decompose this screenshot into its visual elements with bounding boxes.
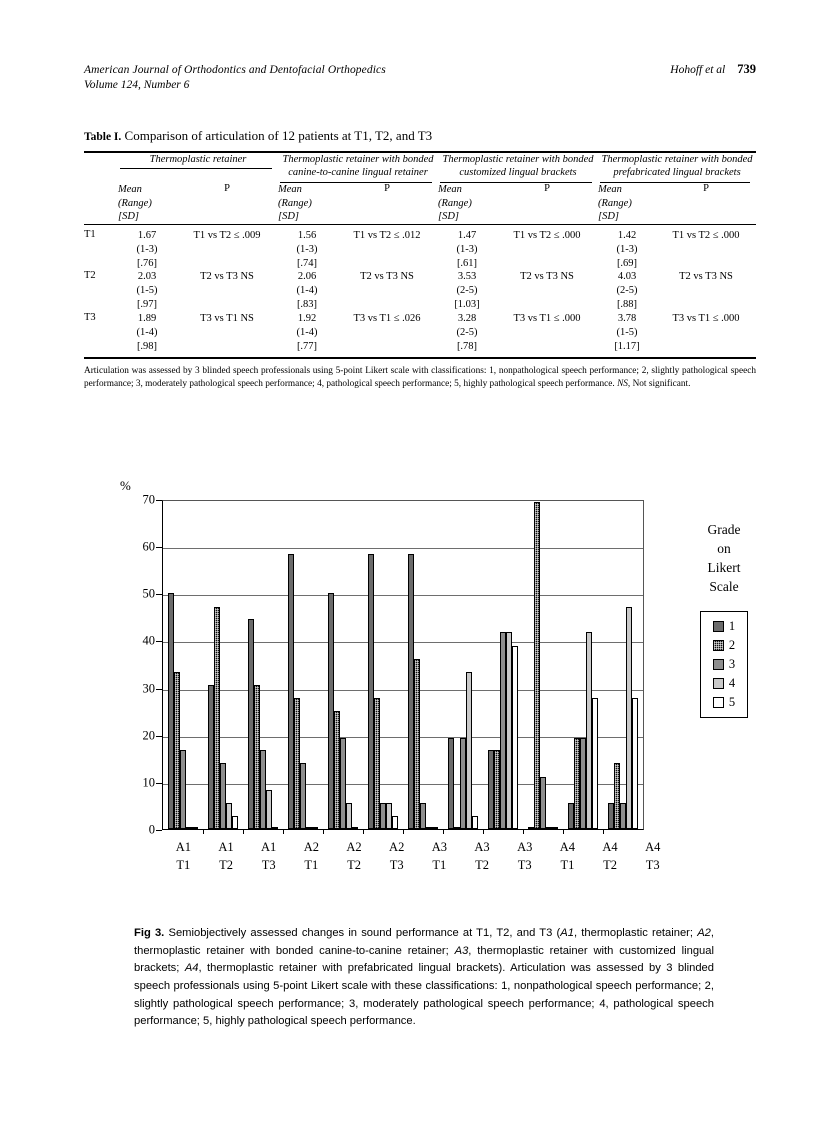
sd-value: [1.03]	[454, 299, 480, 311]
footnote-text-2: , Not significant.	[627, 378, 691, 389]
subhead-stat-3	[438, 183, 496, 224]
y-tick-label: 20	[142, 728, 155, 743]
range-value: (1-4)	[296, 285, 318, 297]
cell-mean-t3-g3	[438, 312, 496, 354]
table-row	[84, 270, 756, 312]
figure-caption	[134, 925, 714, 1031]
cell-p-t1-g4: T1 vs T2 ≤ .000	[656, 224, 756, 270]
y-tick-label: 60	[142, 539, 155, 554]
bar-group	[403, 501, 443, 829]
subhead-sd-4: [SD]	[598, 211, 620, 223]
group-1-label: Thermoplastic retainer	[149, 154, 247, 165]
volume-issue: Volume 124, Number 6	[84, 79, 190, 91]
bar-group	[363, 501, 403, 829]
caption-a3: A3	[454, 944, 469, 957]
y-tick-label: 10	[142, 775, 155, 790]
cell-p-t3-g4: T3 vs T1 ≤ .000	[672, 312, 740, 324]
bar-grade-4	[266, 790, 272, 829]
group-3-label: Thermoplastic retainer with bonded customized lingual brackets	[442, 154, 594, 179]
cell-p-t1-g2: T1 vs T2 ≤ .012	[336, 224, 438, 270]
subhead-mean-1: Mean	[118, 183, 142, 195]
bar-group	[443, 501, 483, 829]
range-value: (1-5)	[136, 285, 158, 297]
range-value: (2-5)	[616, 285, 638, 297]
subhead-range-3: (Range)	[438, 197, 472, 209]
legend-label: 2	[728, 637, 736, 652]
table-section	[84, 128, 756, 391]
legend-title-line: on	[717, 541, 731, 557]
cell-mean-t3-g4	[598, 312, 656, 354]
legend-swatch-icon	[713, 678, 724, 689]
caption-text-2: , thermoplastic retainer;	[573, 927, 698, 939]
bar-grade-5	[472, 816, 478, 829]
table-row	[84, 312, 756, 354]
cell-p-t3-g3: T3 vs T1 ≤ .000	[513, 312, 581, 324]
mean-value: 3.28	[457, 312, 477, 324]
cell-p-t2-g2: T2 vs T3 NS	[360, 271, 414, 283]
caption-a2: A2	[697, 927, 711, 939]
page-number: 739	[737, 62, 756, 76]
y-tick-label: 0	[148, 822, 155, 837]
mean-value: 2.03	[137, 271, 157, 283]
bar-grade-5	[192, 827, 198, 829]
mean-value: 1.42	[617, 229, 637, 241]
cell-mean-t2-g3	[438, 270, 496, 312]
sd-value: [1.17]	[614, 340, 640, 352]
bar-group	[603, 501, 643, 829]
sd-value: [.76]	[136, 257, 158, 269]
legend-item-5[interactable]	[701, 693, 747, 712]
range-value: (1-5)	[616, 326, 638, 338]
sd-value: [.61]	[456, 257, 478, 269]
bar-group	[163, 501, 203, 829]
bar-grade-3	[420, 803, 426, 829]
bar-grade-5	[432, 827, 438, 829]
bar-grade-5	[512, 646, 518, 829]
subhead-mean-4: Mean	[598, 183, 622, 195]
y-tick-label: 50	[142, 586, 155, 601]
subhead-p-4: P	[703, 182, 709, 194]
legend-title-line: Scale	[709, 579, 739, 595]
subhead-range-1: (Range)	[118, 197, 152, 209]
x-tick-label: A1 T1	[175, 840, 191, 873]
legend-title-line: Likert	[707, 560, 741, 576]
bar-group	[203, 501, 243, 829]
range-value: (2-5)	[456, 326, 478, 338]
x-tick-label: A3 T2	[474, 840, 490, 873]
mean-value: 1.67	[137, 229, 157, 241]
caption-text-1: Semiobjectively assessed changes in sound performance at T1, T2, and T3 (	[164, 927, 561, 939]
table-bottom-rule-row	[84, 354, 756, 358]
caption-a4: A4	[184, 962, 199, 975]
subhead-mean-3: Mean	[438, 183, 462, 195]
group-header-1	[118, 152, 278, 183]
caption-text-3: , thermoplastic retainer with bonded canine-to-canine retainer;	[134, 927, 714, 957]
cell-mean-t1-g1	[118, 224, 176, 270]
range-value: (2-5)	[456, 285, 478, 297]
chart-canvas	[162, 500, 644, 830]
group-2-label: Thermoplastic retainer with bonded canine-to-canine lingual retainer	[282, 154, 434, 179]
group-header-3	[438, 152, 598, 183]
mean-value: 4.03	[617, 271, 637, 283]
range-value: (1-3)	[616, 243, 638, 255]
legend-swatch-icon	[713, 621, 724, 632]
legend-item-3[interactable]	[701, 655, 747, 674]
x-tick-label: A4 T3	[645, 840, 661, 873]
group-1-rule	[120, 168, 272, 169]
x-axis-labels	[162, 838, 674, 874]
bar-group	[243, 501, 283, 829]
subhead-sd-3: [SD]	[438, 211, 460, 223]
group-4-label: Thermoplastic retainer with bonded prefabricated lingual brackets	[601, 154, 753, 179]
bar-grade-5	[312, 827, 318, 829]
bar-grade-3	[300, 763, 306, 829]
figure-3	[84, 470, 756, 920]
cell-mean-t1-g4	[598, 224, 656, 270]
footnote-ns-abbr: NS	[617, 378, 628, 389]
cell-p-t3-g2: T3 vs T1 ≤ .026	[353, 312, 421, 324]
y-tick-label: 40	[142, 633, 155, 648]
bar-grade-1	[448, 738, 454, 829]
legend-title	[684, 520, 764, 597]
group-header-2	[278, 152, 438, 183]
mean-value: 1.47	[457, 229, 477, 241]
cell-mean-t2-g2	[278, 270, 336, 312]
table-label: Table I.	[84, 131, 122, 143]
cell-mean-t3-g2	[278, 312, 336, 354]
running-head	[84, 62, 756, 91]
legend-item-4[interactable]	[701, 674, 747, 693]
range-value: (1-3)	[456, 243, 478, 255]
sd-value: [.98]	[136, 340, 158, 352]
bar-group	[323, 501, 363, 829]
cell-mean-t3-g1	[118, 312, 176, 354]
running-authors: Hohoff et al	[670, 64, 726, 76]
x-tick-label: A4 T1	[559, 840, 576, 873]
cell-p-t2-g3: T2 vs T3 NS	[520, 271, 574, 283]
bar-grade-3	[180, 750, 186, 829]
bar-groups	[163, 501, 643, 829]
figure-label: Fig 3.	[134, 927, 165, 939]
range-value: (1-4)	[136, 326, 158, 338]
y-axis-unit-label: %	[120, 478, 131, 493]
legend-swatch-icon	[713, 640, 724, 651]
sd-value: [.77]	[296, 340, 318, 352]
bar-grade-5	[272, 827, 278, 829]
cell-p-t1-g1: T1 vs T2 ≤ .009	[176, 224, 278, 270]
bar-group	[523, 501, 563, 829]
subhead-stat-2	[278, 183, 336, 224]
mean-value: 2.06	[297, 271, 317, 283]
subhead-p-1: P	[224, 182, 230, 194]
y-tick-label: 30	[142, 681, 155, 696]
mean-value: 1.92	[297, 312, 317, 324]
y-axis	[132, 492, 162, 837]
x-tick-label: A2 T1	[303, 840, 319, 873]
cell-p-t2-g4: T2 vs T3 NS	[679, 271, 733, 283]
mean-value: 3.78	[617, 312, 637, 324]
sd-value: [.97]	[136, 299, 158, 311]
x-tick-label: A2 T3	[389, 840, 405, 873]
x-tick-label: A2 T2	[346, 840, 362, 873]
sd-value: [.83]	[296, 299, 318, 311]
cell-p-t3-g1: T3 vs T1 NS	[200, 312, 254, 324]
range-value: (1-4)	[296, 326, 318, 338]
range-value: (1-3)	[296, 243, 318, 255]
chart-legend	[684, 520, 764, 718]
subhead-sd-1: [SD]	[118, 211, 140, 223]
cell-p-t2-g1: T2 vs T3 NS	[200, 271, 254, 283]
legend-item-2[interactable]	[701, 636, 747, 655]
sd-value: [.74]	[296, 257, 318, 269]
legend-label: 3	[728, 656, 736, 671]
bar-grade-5	[592, 698, 598, 829]
subhead-stat-4	[598, 183, 656, 224]
legend-label: 1	[728, 618, 736, 633]
x-tick-label: A3 T3	[517, 840, 533, 873]
bar-grade-4	[466, 672, 472, 829]
y-tick-label: 70	[142, 492, 155, 507]
group-header-4	[598, 152, 756, 183]
cell-mean-t1-g2	[278, 224, 336, 270]
caption-text-5: , thermoplastic retainer with prefabricated lingual brackets). Articulation was assessed by 3 blinded speech professionals using 5-point Likert scale with these classifications: 1, nonpathological speech performance; 2, slightly pathological speech performance; 3, moderately pathological speech performance; 4, pathological speech performance; 5, highly pathological speech performance.	[134, 962, 714, 1028]
table-subheader-row	[84, 183, 756, 224]
legend-label: 5	[728, 694, 736, 709]
table-group-header-row	[84, 152, 756, 183]
legend-entries	[700, 611, 748, 718]
cell-mean-t2-g1	[118, 270, 176, 312]
table-title: Comparison of articulation of 12 patients at T1, T2, and T3	[124, 128, 433, 143]
legend-swatch-icon	[713, 697, 724, 708]
subhead-mean-2: Mean	[278, 183, 302, 195]
legend-title-line: Grade	[707, 522, 741, 537]
bar-group	[483, 501, 523, 829]
bar-grade-3	[540, 777, 546, 829]
mean-value: 1.56	[297, 229, 317, 241]
subhead-sd-2: [SD]	[278, 211, 300, 223]
bar-grade-5	[392, 816, 398, 829]
range-value: (1-3)	[136, 243, 158, 255]
subhead-p-3: P	[544, 182, 550, 194]
bar-grade-5	[232, 816, 238, 829]
bar-grade-4	[346, 803, 352, 829]
subhead-p-2: P	[384, 182, 390, 194]
subhead-stat-1	[118, 183, 176, 224]
x-tick-label: A1 T3	[261, 840, 277, 873]
bar-group	[563, 501, 603, 829]
table-footnote	[84, 365, 756, 391]
mean-value: 1.89	[137, 312, 157, 324]
bar-group	[283, 501, 323, 829]
x-tick-label: A4 T2	[602, 840, 618, 873]
row-label-t2: T2	[84, 270, 96, 282]
cell-mean-t2-g4	[598, 270, 656, 312]
x-tick-label: A1 T2	[218, 840, 234, 873]
articulation-table	[84, 151, 756, 359]
journal-name: American Journal of Orthodontics and Dentofacial Orthopedics	[84, 64, 386, 76]
bar-grade-5	[352, 827, 358, 829]
caption-a1: A1	[560, 927, 574, 939]
mean-value: 3.53	[457, 271, 477, 283]
legend-label: 4	[728, 675, 736, 690]
row-label-t1: T1	[84, 224, 118, 270]
sd-value: [.78]	[456, 340, 478, 352]
legend-item-1[interactable]	[701, 617, 747, 636]
bar-grade-5	[632, 698, 638, 829]
sd-value: [.88]	[616, 299, 638, 311]
caption-text-4: , thermoplastic retainer with customized lingual brackets;	[134, 944, 714, 975]
footnote-text-1: Articulation was assessed by 3 blinded speech professionals using 5-point Likert scale with classifications: 1, nonpathological speech performance; 2, slightly pathological speech performance; 3, moderately pathological speech performance; 4, pathological speech performance; 5, highly pathological speech performance.	[84, 365, 756, 389]
legend-swatch-icon	[713, 659, 724, 670]
chart-plot-area	[132, 492, 644, 837]
subhead-range-2: (Range)	[278, 197, 312, 209]
y-tick-mark	[156, 830, 162, 831]
cell-p-t1-g3: T1 vs T2 ≤ .000	[496, 224, 598, 270]
row-label-t3: T3	[84, 311, 96, 323]
sd-value: [.69]	[616, 257, 638, 269]
bar-grade-5	[552, 827, 558, 829]
x-tick-label: A3 T1	[431, 840, 447, 873]
subhead-range-4: (Range)	[598, 197, 632, 209]
table-caption	[84, 128, 756, 144]
cell-mean-t1-g3	[438, 224, 496, 270]
table-row	[84, 224, 756, 270]
